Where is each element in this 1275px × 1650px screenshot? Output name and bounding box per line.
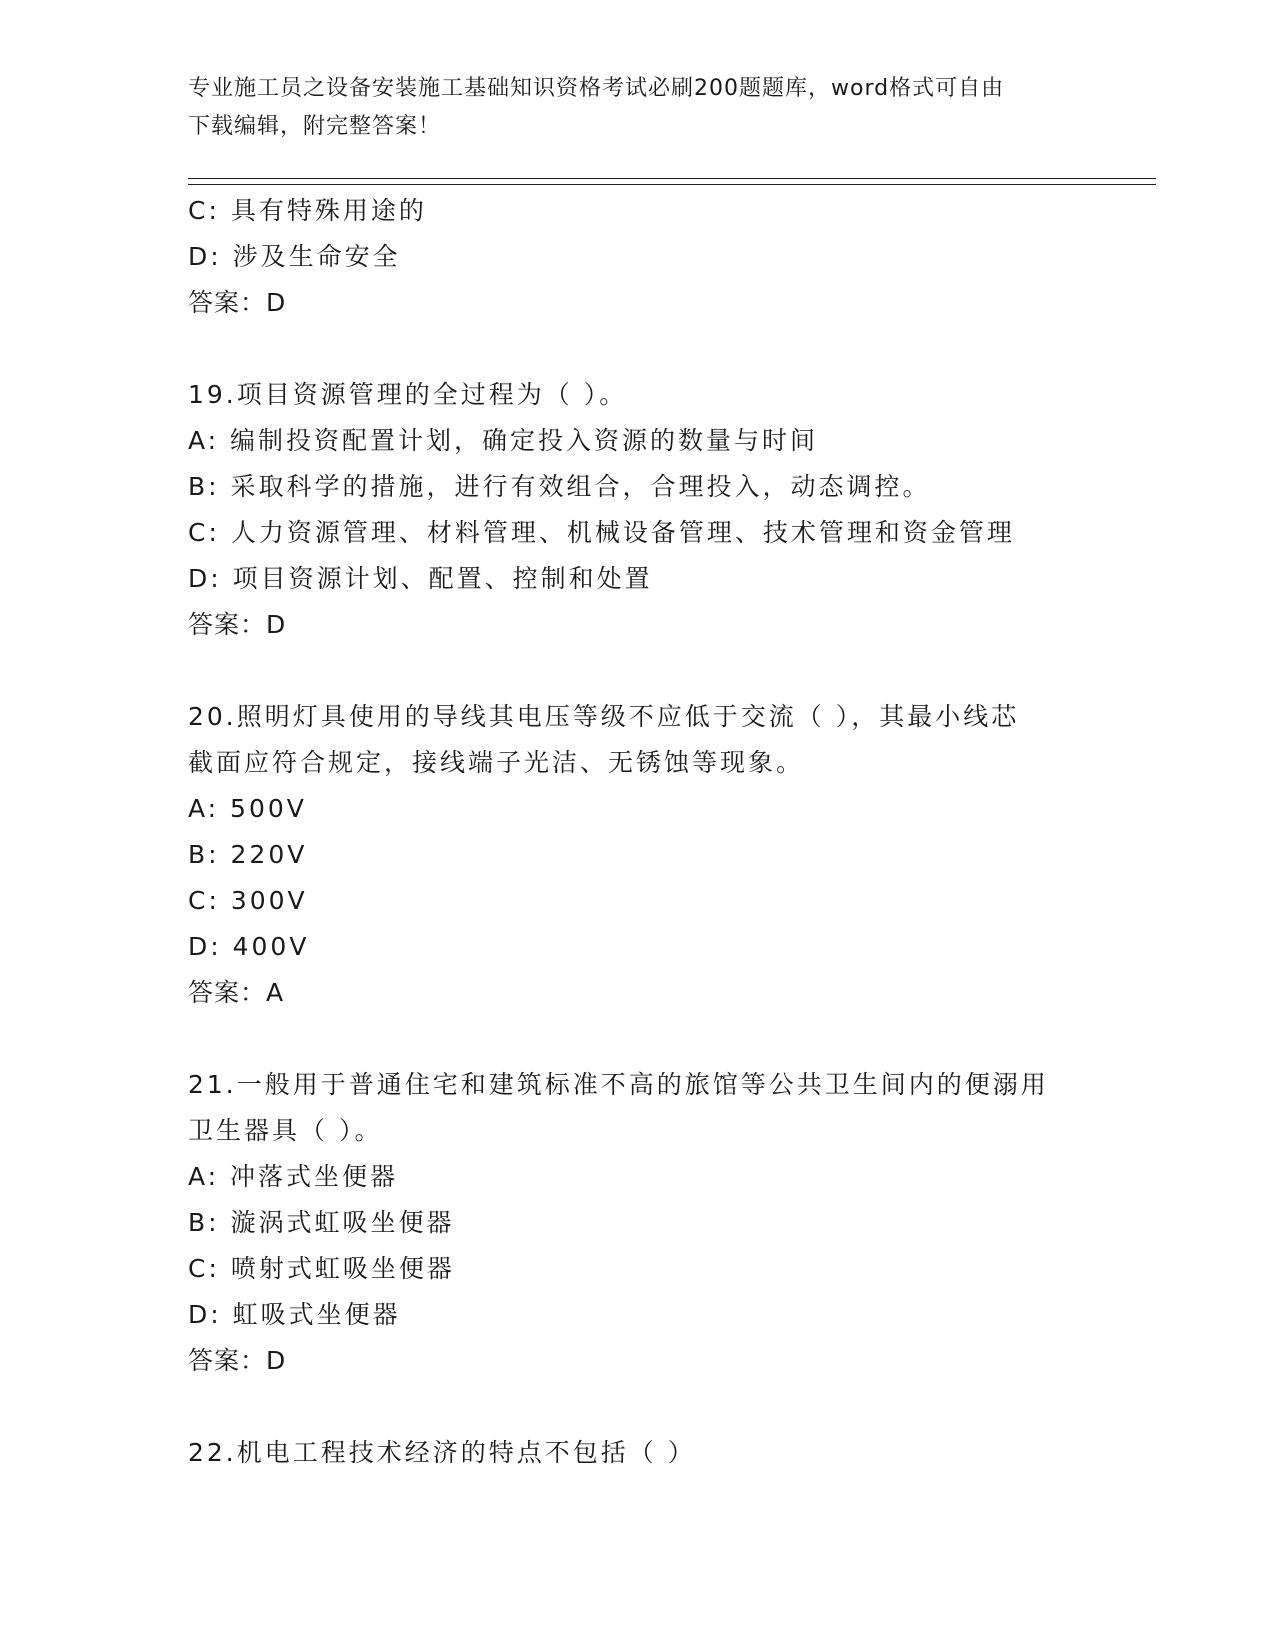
option-a: A: 编制投资配置计划，确定投入资源的数量与时间 (188, 426, 819, 455)
question-stem-line-1: 21.一般用于普通住宅和建筑标准不高的旅馆等公共卫生间内的便溺用 (188, 1070, 1049, 1099)
question-stem-line-2: 截面应符合规定，接线端子光洁、无锈蚀等现象。 (188, 748, 805, 777)
option-d: D: 项目资源计划、配置、控制和处置 (188, 564, 653, 593)
answer: 答案：D (188, 288, 287, 317)
option-b: B: 漩涡式虹吸坐便器 (188, 1208, 455, 1237)
question-list (188, 188, 1088, 1476)
question-18 (188, 188, 1088, 326)
option-c: C: 喷射式虹吸坐便器 (188, 1254, 455, 1283)
header-line-1: 专业施工员之设备安装施工基础知识资格考试必刷200题题库，word格式可自由 (188, 76, 1005, 101)
header-divider-top (188, 178, 1156, 179)
option-c: C: 具有特殊用途的 (188, 196, 427, 225)
question-stem-line-2: 卫生器具（ ）。 (188, 1116, 383, 1145)
header-line-2: 下载编辑，附完整答案！ (188, 114, 442, 139)
option-b: B: 采取科学的措施，进行有效组合，合理投入，动态调控。 (188, 472, 931, 501)
option-c: C: 人力资源管理、材料管理、机械设备管理、技术管理和资金管理 (188, 518, 1015, 547)
option-c: C: 300V (188, 886, 308, 915)
spacer (188, 648, 1088, 694)
document-header (188, 70, 1068, 146)
question-stem: 22.机电工程技术经济的特点不包括（ ） (188, 1438, 696, 1467)
spacer (188, 326, 1088, 372)
question-19 (188, 372, 1088, 648)
question-stem: 19.项目资源管理的全过程为（ ）。 (188, 380, 628, 409)
question-20 (188, 694, 1088, 1016)
question-stem-line-1: 20.照明灯具使用的导线其电压等级不应低于交流（ ），其最小线芯 (188, 702, 1020, 731)
spacer (188, 1016, 1088, 1062)
option-b: B: 220V (188, 840, 308, 869)
answer: 答案：A (188, 978, 285, 1007)
option-a: A: 500V (188, 794, 307, 823)
option-d: D: 虹吸式坐便器 (188, 1300, 401, 1329)
answer: 答案：D (188, 1346, 287, 1375)
option-a: A: 冲落式坐便器 (188, 1162, 399, 1191)
header-divider-bottom (188, 184, 1156, 185)
question-22 (188, 1430, 1088, 1476)
spacer (188, 1384, 1088, 1430)
answer: 答案：D (188, 610, 287, 639)
question-21 (188, 1062, 1088, 1384)
option-d: D: 400V (188, 932, 310, 961)
option-d: D: 涉及生命安全 (188, 242, 401, 271)
